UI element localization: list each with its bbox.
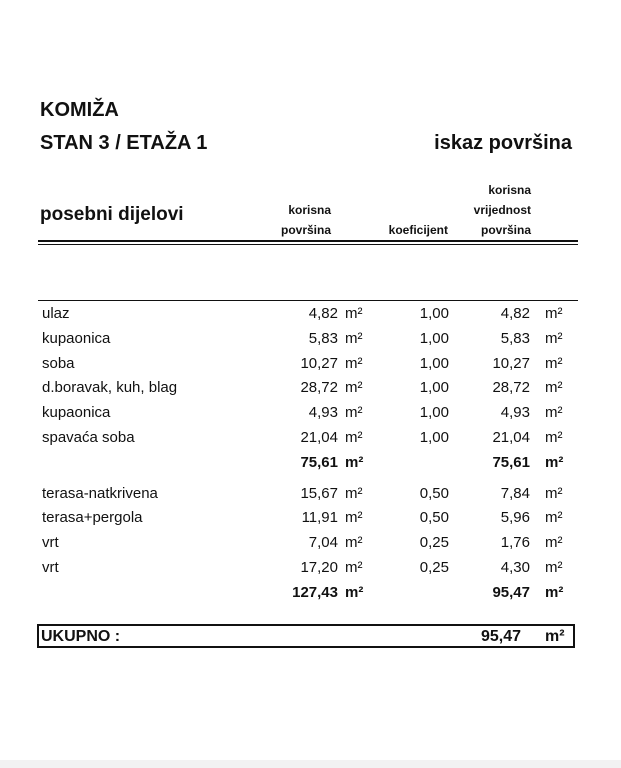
room-name: d.boravak, kuh, blag — [42, 379, 178, 397]
value-unit: m² — [545, 428, 563, 446]
area-unit: m² — [345, 534, 363, 552]
coefficient: 1,00 — [419, 379, 449, 397]
area-unit: m² — [345, 428, 363, 446]
area-table — [0, 302, 621, 606]
usable-area: 21,04 — [300, 428, 338, 446]
table-row — [0, 302, 621, 327]
usable-area: 4,93 — [308, 404, 338, 422]
value-area: 21,04 — [492, 428, 530, 446]
table-row — [0, 556, 621, 581]
location-title: KOMIŽA — [40, 99, 119, 121]
usable-area: 28,72 — [300, 379, 338, 397]
column-header-line: površina — [480, 223, 531, 237]
subtotal-area: 75,61 — [300, 453, 338, 471]
table-row — [0, 506, 621, 531]
coefficient: 1,00 — [419, 404, 449, 422]
column-header-coefficient — [389, 220, 448, 240]
grand-total-value: 95,47 — [480, 628, 521, 645]
room-name: soba — [42, 354, 75, 372]
area-unit: m² — [345, 484, 363, 502]
table-row — [0, 376, 621, 401]
column-header-line: korisna — [288, 203, 331, 217]
coefficient: 0,50 — [419, 509, 449, 527]
table-row — [0, 482, 621, 507]
area-unit: m² — [345, 558, 363, 576]
column-header-value-area — [474, 180, 531, 240]
room-name: terasa+pergola — [42, 509, 143, 527]
usable-area: 10,27 — [300, 354, 338, 372]
table-top-rule — [38, 300, 578, 301]
page-bottom-edge — [0, 760, 621, 768]
subtotal-value: 95,47 — [492, 583, 530, 601]
report-title: iskaz površina — [434, 132, 572, 154]
room-name: kupaonica — [42, 404, 111, 422]
subtotal-area: 127,43 — [292, 583, 338, 601]
coefficient: 0,25 — [419, 558, 449, 576]
value-area: 10,27 — [492, 354, 530, 372]
grand-total-label: UKUPNO : — [41, 628, 121, 645]
value-unit: m² — [545, 558, 563, 576]
grand-total-unit: m² — [545, 628, 565, 645]
usable-area: 15,67 — [300, 484, 338, 502]
value-unit: m² — [545, 404, 563, 422]
room-name: spavaća soba — [42, 428, 135, 446]
area-unit: m² — [345, 329, 363, 347]
table-row — [0, 531, 621, 556]
area-unit: m² — [345, 379, 363, 397]
subtotal-row — [0, 581, 621, 606]
subtotal-row — [0, 451, 621, 476]
value-area: 7,84 — [500, 484, 530, 502]
value-unit: m² — [545, 329, 563, 347]
area-unit: m² — [345, 453, 364, 471]
usable-area: 4,82 — [308, 305, 338, 322]
area-unit: m² — [345, 305, 363, 322]
area-unit: m² — [345, 583, 364, 601]
value-unit: m² — [545, 534, 563, 552]
coefficient: 1,00 — [419, 428, 449, 446]
area-unit: m² — [345, 354, 363, 372]
unit-title: STAN 3 / ETAŽA 1 — [40, 132, 208, 154]
value-unit: m² — [545, 379, 563, 397]
table-row — [0, 426, 621, 451]
column-header-line: koeficijent — [388, 223, 448, 237]
room-name: kupaonica — [42, 329, 111, 347]
value-area: 4,82 — [500, 305, 530, 322]
header-rule-thick — [38, 240, 578, 242]
coefficient: 0,50 — [419, 484, 449, 502]
grand-total-box — [37, 624, 575, 648]
column-header-line: korisna — [488, 183, 531, 197]
value-unit: m² — [545, 354, 563, 372]
value-area: 4,30 — [500, 558, 530, 576]
column-header-line: vrijednost — [473, 203, 531, 217]
coefficient: 1,00 — [419, 354, 449, 372]
section-title: posebni dijelovi — [40, 204, 184, 225]
room-name: terasa-natkrivena — [42, 484, 158, 502]
usable-area: 11,91 — [301, 509, 338, 527]
table-row — [0, 401, 621, 426]
value-area: 28,72 — [492, 379, 530, 397]
room-name: vrt — [42, 534, 59, 552]
value-unit: m² — [545, 453, 564, 471]
area-unit: m² — [345, 509, 363, 527]
value-area: 5,83 — [500, 329, 530, 347]
room-name: vrt — [42, 558, 59, 576]
usable-area: 17,20 — [300, 558, 338, 576]
column-header-line: površina — [280, 223, 331, 237]
header-rule-thin — [38, 244, 578, 245]
table-row — [0, 352, 621, 377]
room-name: ulaz — [42, 305, 70, 322]
column-header-usable-area — [281, 200, 331, 240]
value-area: 1,76 — [500, 534, 530, 552]
value-unit: m² — [545, 484, 563, 502]
table-row — [0, 327, 621, 352]
value-area: 5,96 — [500, 509, 530, 527]
coefficient: 1,00 — [419, 329, 449, 347]
coefficient: 1,00 — [419, 305, 449, 322]
subtotal-value: 75,61 — [492, 453, 530, 471]
value-area: 4,93 — [500, 404, 530, 422]
value-unit: m² — [545, 583, 564, 601]
usable-area: 5,83 — [308, 329, 338, 347]
usable-area: 7,04 — [308, 534, 338, 552]
value-unit: m² — [545, 305, 563, 322]
value-unit: m² — [545, 509, 563, 527]
coefficient: 0,25 — [419, 534, 449, 552]
area-unit: m² — [345, 404, 363, 422]
